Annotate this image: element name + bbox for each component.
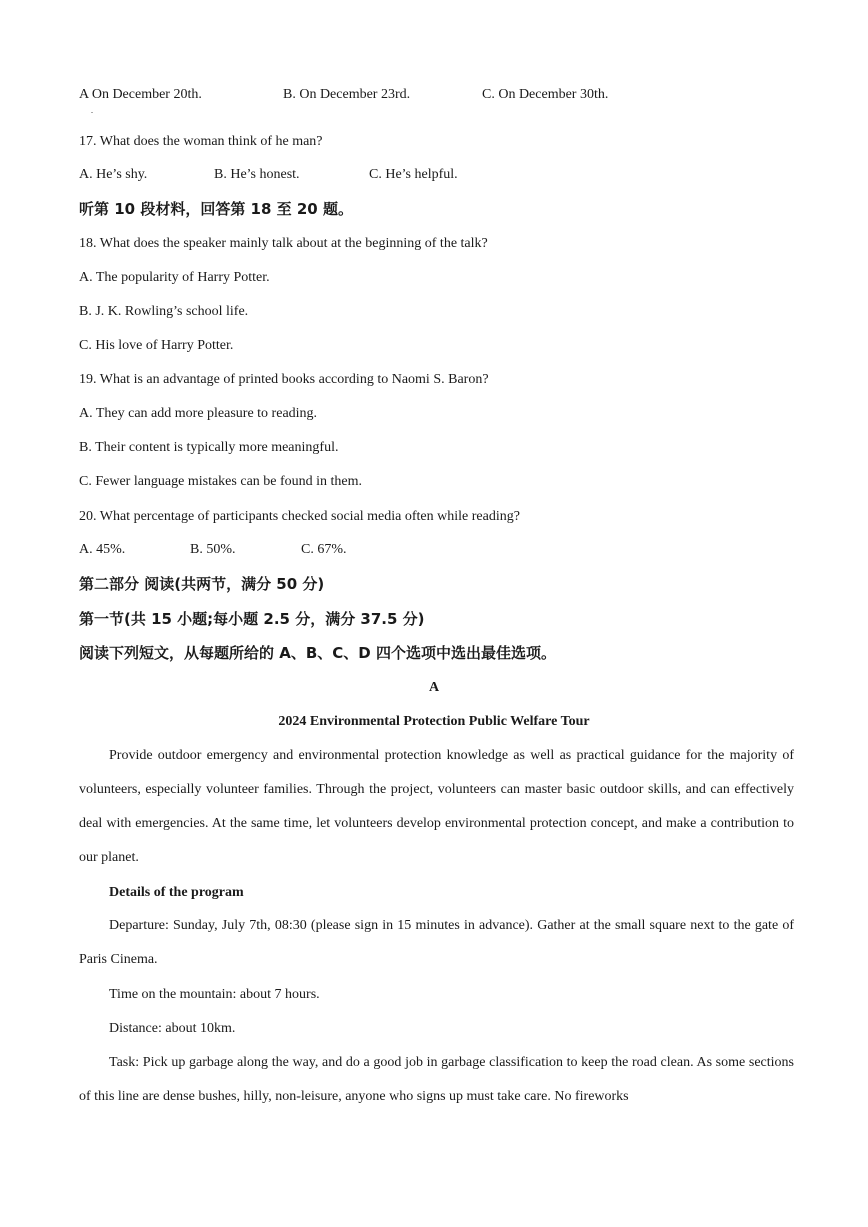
q17-question: 17. What does the woman think of he man? — [79, 134, 323, 149]
q20-question: 20. What percentage of participants checked social media often while reading? — [79, 509, 520, 524]
q19-question: 19. What is an advantage of printed books according to Naomi S. Baron? — [79, 372, 489, 387]
part-2-heading: 第二部分 阅读(共两节，满分 50 分) — [79, 575, 325, 593]
passage-letter: A — [428, 680, 440, 695]
section-10-heading: 听第 10 段材料，回答第 18 至 20 题。 — [79, 200, 353, 218]
q16-option-b: B. On December 23rd. — [283, 87, 411, 102]
q17-option-a: A. He’s shy. — [79, 167, 148, 182]
q19-option-b: B. Their content is typically more meaningful. — [79, 440, 339, 455]
q20-option-c: C. 67%. — [301, 542, 347, 557]
q18-option-b: B. J. K. Rowling’s school life. — [79, 304, 249, 319]
q20-option-b: B. 50%. — [190, 542, 236, 557]
passage-intro: Provide outdoor emergency and environmental protection knowledge as well as practical guidance for the majority of volunteers, especially volunteer families. Through the project, volunteers can master basic outdoor skills, and can effectively deal with emergencies. At the same time, let volunteers develop environmental protection concept, and make a contribution to our planet. — [79, 748, 794, 865]
departure-text: Departure: Sunday, July 7th, 08:30 (please sign in 15 minutes in advance). Gather at the small square next to the gate of Paris Cinema. — [79, 918, 794, 967]
q16-option-c: C. On December 30th. — [482, 87, 609, 102]
reading-instruction: 阅读下列短文，从每题所给的 A、B、C、D 四个选项中选出最佳选项。 — [79, 644, 556, 662]
distance-text: Distance: about 10km. — [109, 1021, 236, 1036]
q18-option-a: A. The popularity of Harry Potter. — [79, 270, 270, 285]
q18-option-c: C. His love of Harry Potter. — [79, 338, 234, 353]
details-heading: Details of the program — [109, 885, 244, 900]
q19-option-c: C. Fewer language mistakes can be found in them. — [79, 474, 363, 489]
time-on-mountain: Time on the mountain: about 7 hours. — [109, 987, 320, 1002]
task-text: Task: Pick up garbage along the way, and do a good job in garbage classification to keep the road clean. As some sections of this line are dense bushes, hilly, non-leisure, anyone who signs up must take care. No fireworks — [79, 1055, 794, 1104]
q17-option-b: B. He’s honest. — [214, 167, 300, 182]
q17-option-c: C. He’s helpful. — [369, 167, 458, 182]
q20-option-a: A. 45%. — [79, 542, 126, 557]
passage-title: 2024 Environmental Protection Public Welfare Tour — [278, 714, 590, 729]
q19-option-a: A. They can add more pleasure to reading. — [79, 406, 318, 421]
stray-dot: . — [91, 106, 93, 115]
q18-question: 18. What does the speaker mainly talk about at the beginning of the talk? — [79, 236, 488, 251]
q16-option-a: A On December 20th. — [79, 87, 202, 102]
section-1-heading: 第一节(共 15 小题;每小题 2.5 分，满分 37.5 分) — [79, 610, 425, 628]
